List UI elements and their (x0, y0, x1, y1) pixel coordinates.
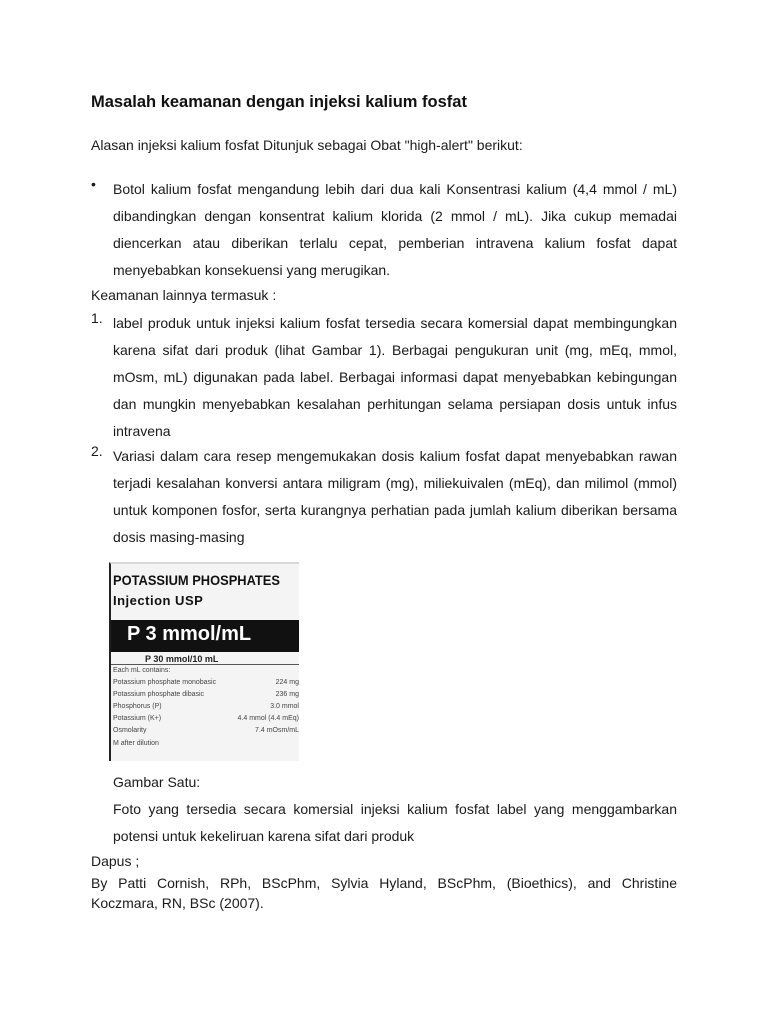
item-text: Variasi dalam cara resep mengemukakan dosis kalium fosfat dapat menyebabkan rawan terjadi kesalahan konversi antara miligram (mg), miliekuivalen (mEq), dan milimol (mmol) untuk komponen fosfor, serta kurangnya perhatian pada jumlah kalium diberikan bersama dosis masing-masing (113, 448, 677, 545)
section-heading: Keamanan lainnya termasuk : (91, 287, 277, 303)
label-row: Phosphorus (P) 3.0 mmol (113, 703, 299, 710)
label-row: Osmolarity 7.4 mOsm/mL (113, 727, 299, 734)
numbered-item-1 (91, 310, 677, 445)
figure-caption: Foto yang tersedia secara komersial injeksi kalium fosfat label yang menggambarkan potensi untuk kekeliruan karena sifat dari produk (113, 801, 677, 844)
item-text: label produk untuk injeksi kalium fosfat tersedia secara komersial dapat membingungkan karena sifat dari produk (lihat Gambar 1). Berbagai pengukuran unit (mg, mEq, mmol, mOsm, mL) digunakan pada label. Berbagai informasi dapat menyebabkan kebingungan dan mungkin menyebabkan kesalahan perhitungan selama persiapan dosis untuk infus intravena (113, 315, 677, 439)
label-row: Potassium phosphate dibasic 236 mg (113, 691, 299, 698)
label-row: Potassium (K+) 4.4 mmol (4.4 mEq) (113, 715, 299, 722)
label-row: M after dilution (113, 740, 159, 747)
product-label-photo (109, 562, 299, 761)
numbered-item-2 (91, 443, 677, 551)
item-number: 1. (91, 310, 103, 326)
references-heading: Dapus ; (91, 853, 140, 869)
label-product-name: POTASSIUM PHOSPHATES (113, 572, 280, 588)
page-title: Masalah keamanan dengan injeksi kalium fosfat (91, 93, 467, 111)
references-text: By Patti Cornish, RPh, BScPhm, Sylvia Hyland, BScPhm, (Bioethics), and Christine Koczmara, RN, BSc (2007). (91, 875, 677, 911)
item-number: 2. (91, 443, 103, 459)
label-total-amount: P 30 mmol/10 mL (145, 654, 219, 664)
bullet-text: Botol kalium fosfat mengandung lebih dari dua kali Konsentrasi kalium (4,4 mmol / mL) dibandingkan dengan konsentrat kalium klorida (2 mmol / mL). Jika cukup memadai diencerkan atau diberikan terlalu cepat, pemberian intravena kalium fosfat dapat menyebabkan konsekuensi yang merugikan. (113, 181, 677, 278)
label-row: Each mL contains: (113, 667, 171, 674)
bullet-item (91, 176, 677, 284)
intro-paragraph: Alasan injeksi kalium fosfat Ditunjuk sebagai Obat "high-alert" berikut: (91, 137, 523, 153)
label-row: Potassium phosphate monobasic 224 mg (113, 679, 299, 686)
label-concentration: P 3 mmol/mL (127, 623, 252, 645)
label-divider (111, 664, 299, 665)
bullet-marker: • (91, 176, 96, 192)
label-product-form: Injection USP (113, 593, 204, 608)
figure-caption-heading: Gambar Satu: (113, 774, 201, 790)
